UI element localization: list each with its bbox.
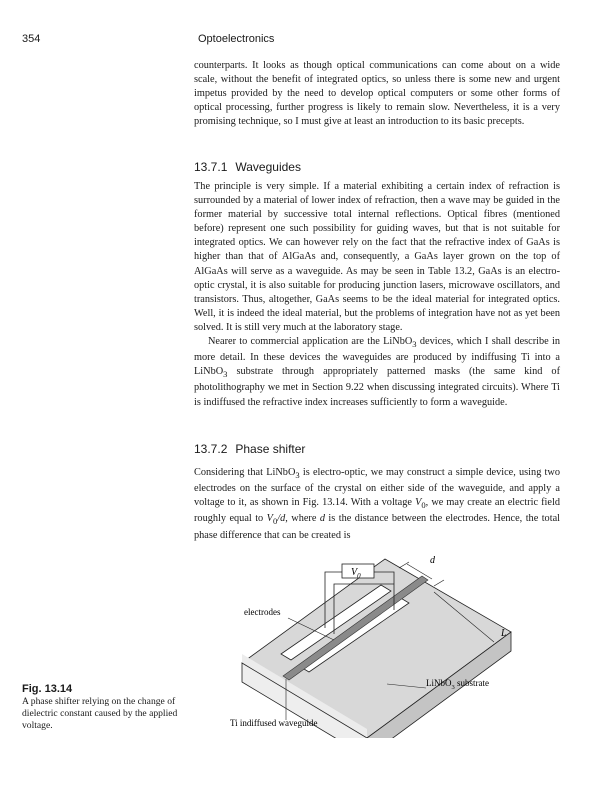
- phase-shifter-figure: [194, 548, 524, 738]
- section-heading-phase-shifter: [194, 442, 305, 456]
- figure-caption: [22, 683, 182, 732]
- paragraph: Nearer to commercial application are the LiNbO$_3$ devices, which I shall describe in more detail. In these devices the waveguides are produced by indiffusing Ti into a LiNbO$_3$ substrate through appropriately patterned masks (the same kind of photolithography we met in Section 9.22 when discussing integrated circuits). Where Ti is indiffused the refractive index increases sufficiently to form a waveguide.: [194, 336, 560, 408]
- section-title: Waveguides: [235, 160, 301, 174]
- section-number: 13.7.1: [194, 160, 228, 174]
- caption-text: A phase shifter relying on the change of dielectric constant caused by the applied voltage.: [22, 696, 178, 731]
- section-body-waveguides: [194, 180, 560, 410]
- running-title: Optoelectronics: [198, 33, 275, 45]
- waveguide-label: Ti indiffused waveguide: [230, 718, 318, 728]
- section-body-phase-shifter: [194, 466, 560, 543]
- caption-label: Fig. 13.14: [22, 683, 73, 695]
- intro-paragraph: [194, 59, 560, 129]
- page-number: 354: [22, 33, 41, 45]
- section-title: Phase shifter: [235, 442, 306, 456]
- paragraph: The principle is very simple. If a material exhibiting a certain index of refraction is surrounded by a material of lower index of refraction, then a wave may be guided in the former material by successive total internal reflections. Optical fibres (mentioned before) represent one such possibility for guiding waves, but that is not suitable for integrated optics. We can however rely on the fact that the refractive index of GaAs is higher than that of AlGaAs and, consequently, a GaAs layer grown on the top of AlGaAs will serve as a waveguide. As may be seen in Table 13.2, GaAs is an electro-optic crystal, it is also suitable for producing junction lasers, microwave oscillators, and transistors. Thus, altogether, GaAs seems to be the ideal material for integrated optics. Well, it is indeed the ideal material, but the problems of integration have not as yet been solved. It is still very much at the laboratory stage.: [194, 181, 560, 333]
- L-label: L: [501, 628, 507, 639]
- paragraph: Considering that LiNbO$_3$ is electro-optic, we may construct a simple device, using two electrodes on the surface of the crystal on either side of the waveguide, and apply a voltage to it, as shown in Fig. 13.14. With a voltage $V_0$, we may create an electric field roughly equal to $V_0/d$, where d is the distance between the electrodes. Hence, the total phase difference that can be created is: [194, 467, 561, 541]
- electrodes-label: electrodes: [244, 607, 281, 617]
- d-label: d: [430, 555, 435, 566]
- section-heading-waveguides: [194, 160, 301, 174]
- substrate-label: LiNbO$_3$ substrate: [426, 678, 489, 691]
- section-number: 13.7.2: [194, 442, 228, 456]
- intro-text: counterparts. It looks as though optical communications can come about on a wide scale, without the benefit of integrated optics, so unless there is some new and urgent impetus provided by the need to develop optical computers or some other forms of optical processing, further progress is likely to remain slow. Nevertheless, it is a very promising technique, so I must give at least an introduction to its basic precepts.: [194, 60, 560, 128]
- voltage-label: $V_0$: [351, 567, 361, 580]
- phase-shifter-diagram: [194, 548, 524, 738]
- substrate-top-face: [242, 559, 511, 738]
